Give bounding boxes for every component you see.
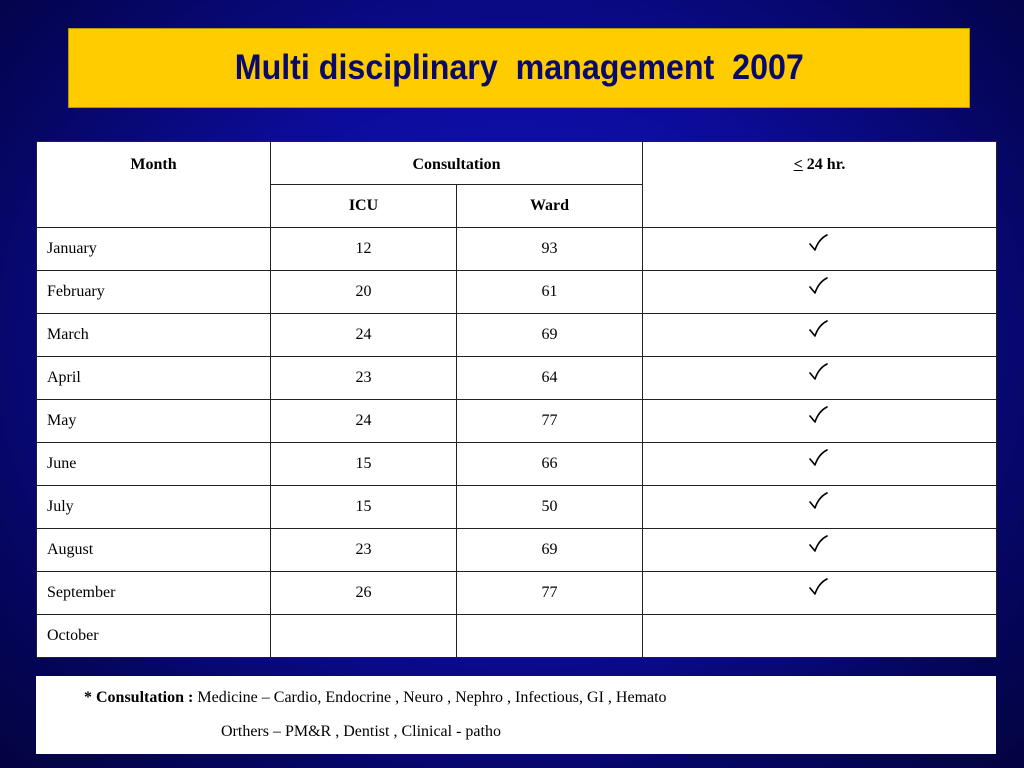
cell-month: September [37, 572, 271, 615]
cell-month: October [37, 615, 271, 658]
cell-month: March [37, 314, 271, 357]
header-icu: ICU [271, 185, 457, 228]
cell-icu: 23 [271, 357, 457, 400]
table-row [37, 314, 997, 357]
cell-icu [271, 615, 457, 658]
cell-month: April [37, 357, 271, 400]
header-within-24hr-label: 24 hr. [802, 156, 846, 173]
header-month: Month [37, 142, 271, 228]
cell-ward: 64 [457, 357, 643, 400]
table-row [37, 529, 997, 572]
less-equal-symbol: < [793, 156, 803, 173]
cell-icu: 15 [271, 486, 457, 529]
consultation-table [36, 141, 997, 658]
header-consultation: Consultation [271, 142, 643, 185]
check-icon [808, 449, 828, 467]
footnote-line-2 [221, 723, 501, 741]
cell-icu: 20 [271, 271, 457, 314]
cell-icu: 24 [271, 314, 457, 357]
table-row [37, 357, 997, 400]
table-row [37, 400, 997, 443]
cell-within-24hr [643, 357, 997, 400]
check-icon [808, 363, 828, 381]
cell-within-24hr [643, 529, 997, 572]
cell-ward: 69 [457, 529, 643, 572]
footnote [36, 676, 996, 754]
footnote-line-1 [84, 689, 667, 707]
header-ward: Ward [457, 185, 643, 228]
cell-within-24hr [643, 271, 997, 314]
cell-icu: 15 [271, 443, 457, 486]
cell-ward: 69 [457, 314, 643, 357]
footnote-label: * Consultation : [84, 689, 198, 706]
check-icon [808, 578, 828, 596]
cell-month: February [37, 271, 271, 314]
cell-within-24hr [643, 314, 997, 357]
title-box [68, 28, 970, 108]
cell-icu: 23 [271, 529, 457, 572]
cell-ward: 77 [457, 400, 643, 443]
cell-within-24hr [643, 572, 997, 615]
table-row [37, 486, 997, 529]
cell-within-24hr [643, 486, 997, 529]
cell-icu: 24 [271, 400, 457, 443]
slide-title: Multi disciplinary management 2007 [234, 48, 804, 87]
cell-month: June [37, 443, 271, 486]
table-row [37, 443, 997, 486]
cell-month: January [37, 228, 271, 271]
table-row [37, 271, 997, 314]
cell-ward: 50 [457, 486, 643, 529]
header-row [37, 142, 997, 185]
table-row [37, 615, 997, 658]
cell-ward: 66 [457, 443, 643, 486]
cell-ward: 93 [457, 228, 643, 271]
check-icon [808, 320, 828, 338]
header-within-24hr [643, 142, 997, 228]
table-row [37, 572, 997, 615]
table-body [37, 228, 997, 658]
table-row [37, 228, 997, 271]
cell-month: May [37, 400, 271, 443]
footnote-text-1: Medicine – Cardio, Endocrine , Neuro , Nephro , Infectious, GI , Hemato [197, 689, 667, 706]
cell-month: July [37, 486, 271, 529]
cell-ward: 61 [457, 271, 643, 314]
cell-within-24hr [643, 443, 997, 486]
check-icon [808, 492, 828, 510]
check-icon [808, 234, 828, 252]
cell-ward: 77 [457, 572, 643, 615]
check-icon [808, 535, 828, 553]
cell-icu: 12 [271, 228, 457, 271]
check-icon [808, 406, 828, 424]
cell-within-24hr [643, 228, 997, 271]
check-icon [808, 277, 828, 295]
cell-ward [457, 615, 643, 658]
cell-month: August [37, 529, 271, 572]
cell-within-24hr [643, 615, 997, 658]
cell-within-24hr [643, 400, 997, 443]
consultation-table-container [36, 141, 996, 658]
cell-icu: 26 [271, 572, 457, 615]
footnote-text-2: Orthers – PM&R , Dentist , Clinical - patho [221, 723, 501, 740]
